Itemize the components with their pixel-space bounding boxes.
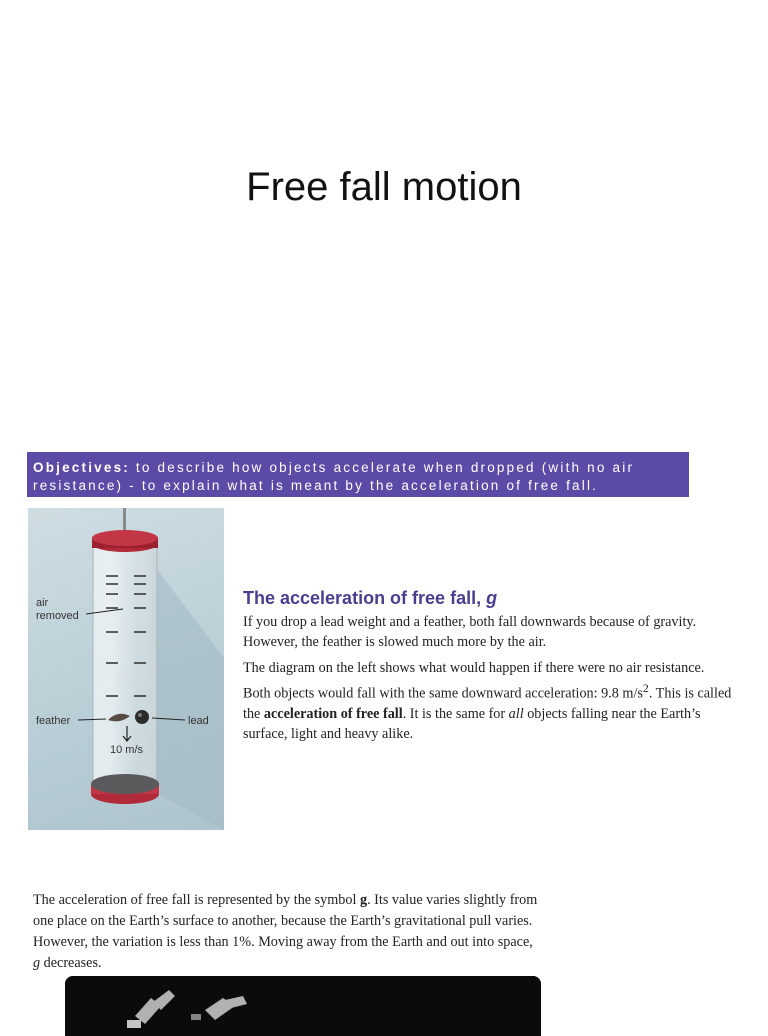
section-heading-symbol: g: [486, 588, 498, 608]
p2-text-d: objects falling near the Earth’s surface, light and heavy alike.: [243, 705, 701, 742]
page-title: Free fall motion: [246, 165, 522, 209]
label-feather: feather: [36, 715, 71, 727]
p2-text-c: . It is the same for: [402, 705, 509, 722]
satellite-image: [65, 976, 541, 1036]
objectives-text-1: to describe how objects accelerate when dropped (with no air: [129, 460, 635, 475]
paragraph-drop: If you drop a lead weight and a feather, both fall downwards because of gravity. However, the feather is slowed much more by the air.: [243, 614, 697, 650]
label-speed: 10 m/s: [110, 744, 144, 756]
p2-bold-term: acceleration of free fall: [263, 705, 403, 722]
p2-text-a: The diagram on the left shows what would happen if there were no air resistance. Both objects would fall with the same downward acceleration: 9.8 m/s: [243, 660, 705, 702]
p2-text-b: . This is called the: [243, 685, 732, 722]
p2-italic-all: all: [508, 705, 524, 722]
p3-text-c: decreases.: [40, 955, 102, 971]
p3-italic-g: g: [33, 955, 41, 971]
p3-bold-g: g: [359, 892, 368, 908]
objectives-banner: [27, 452, 689, 497]
p3-text-a: The acceleration of free fall is represented by the symbol: [33, 892, 360, 908]
p3-text-b: . Its value varies slightly from one place on the Earth’s surface to another, because the Earth’s gravitational pull varies. However, the variation is less than 1%. Moving away from the Earth and out into space,: [33, 892, 538, 950]
vacuum-tube-illustration: [28, 508, 224, 830]
p2-superscript: 2: [642, 681, 649, 695]
vacuum-tube-diagram: [28, 508, 224, 830]
paragraph-diagram-explanation: [243, 658, 733, 744]
section-heading: [243, 588, 497, 609]
objectives-line-2: resistance) - to explain what is meant by the acceleration of free fall.: [33, 478, 599, 493]
paragraph-symbol-g: [33, 890, 538, 974]
objectives-label: Objectives:: [33, 460, 130, 475]
space-photo: [65, 976, 541, 1036]
label-removed: removed: [36, 610, 79, 622]
objectives-line-1: [33, 459, 683, 477]
label-lead: lead: [188, 715, 209, 727]
label-air: air: [36, 597, 49, 609]
section-heading-text: The acceleration of free fall,: [243, 588, 487, 608]
